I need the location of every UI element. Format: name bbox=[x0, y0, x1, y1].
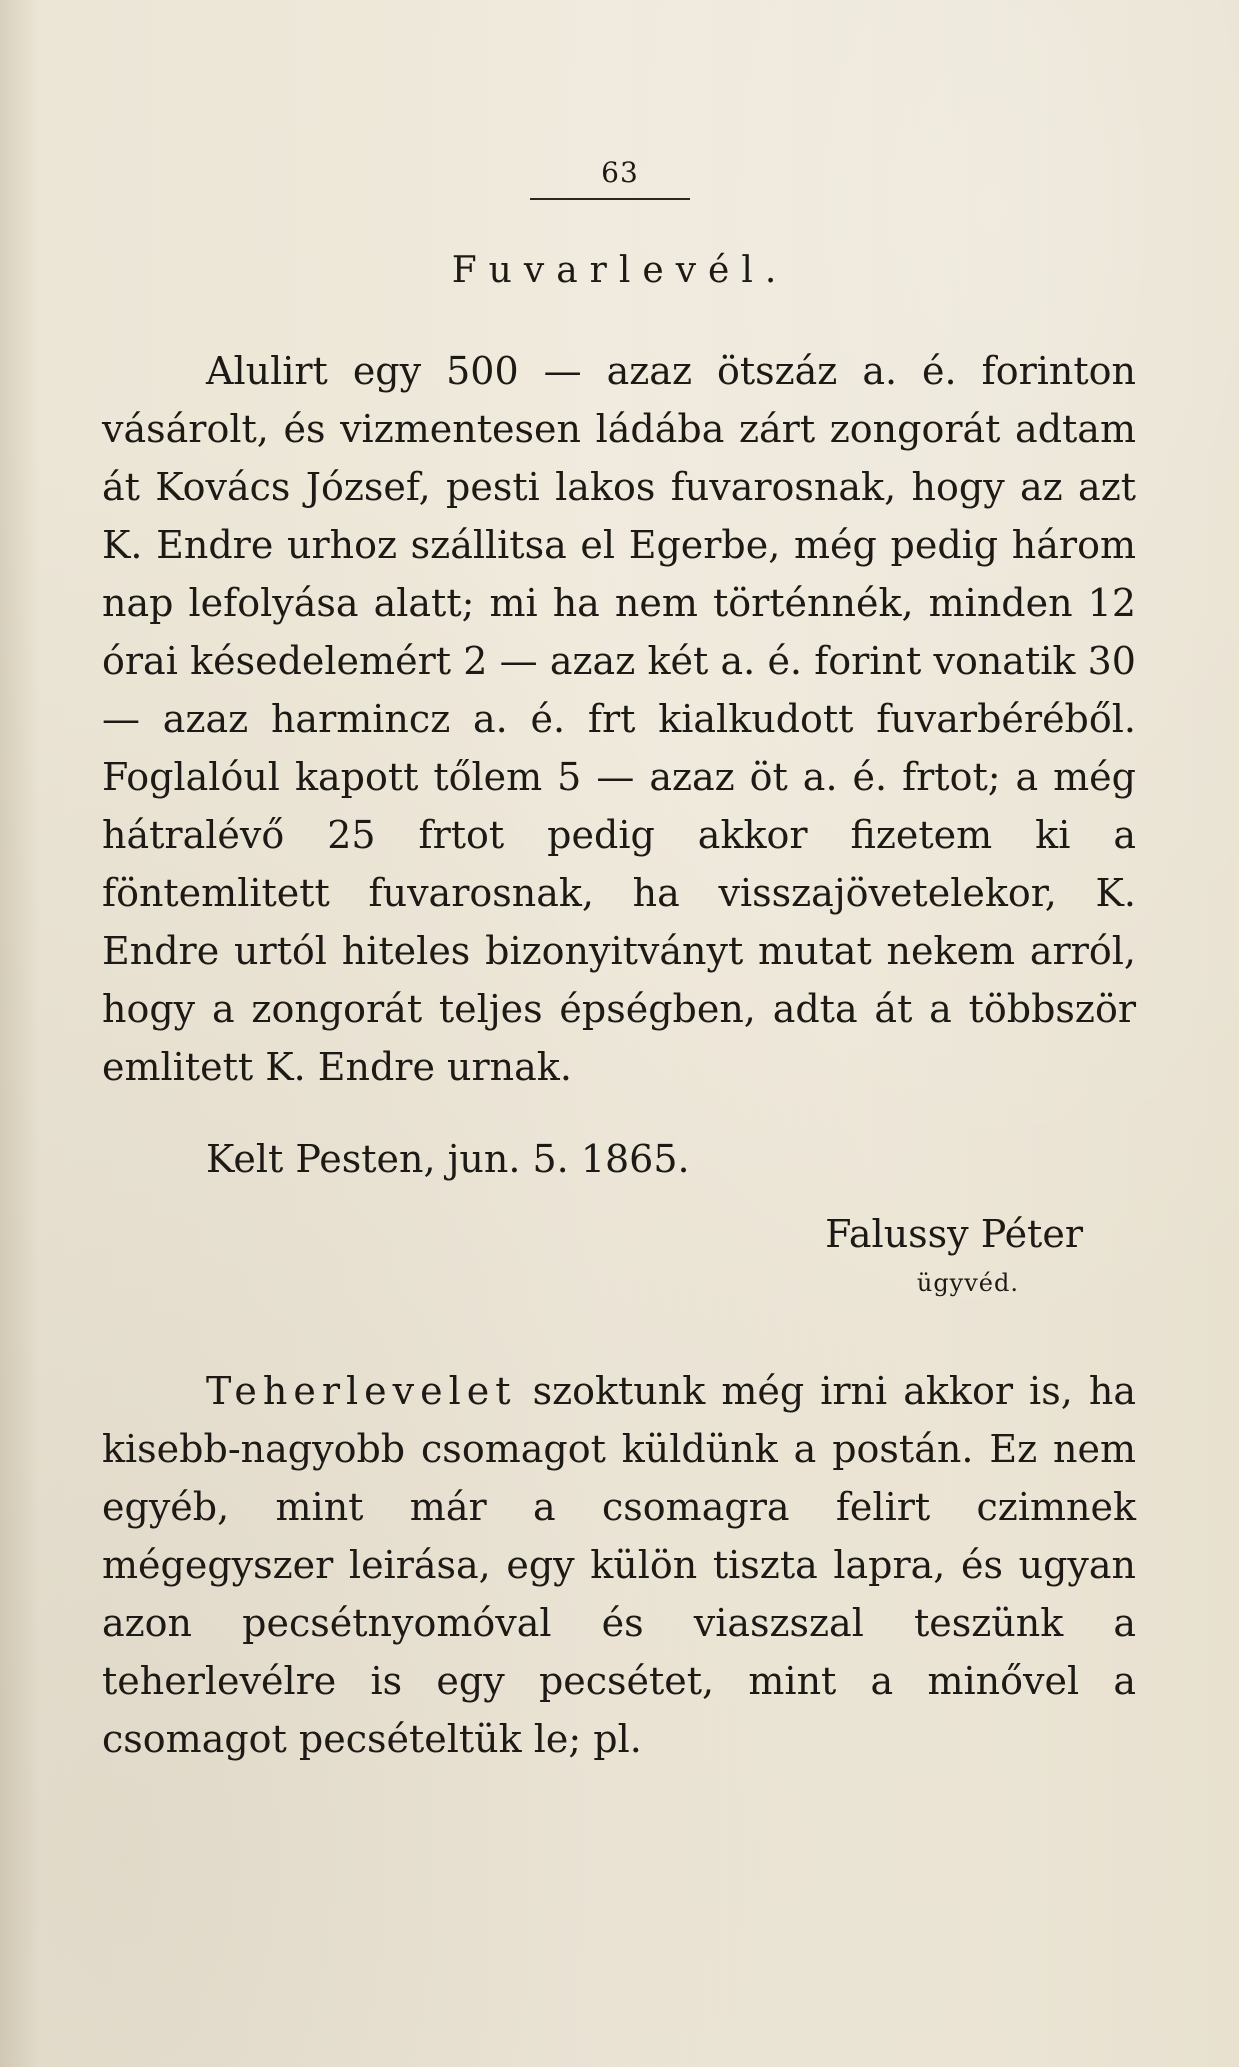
section-heading: Fuvarlevél. bbox=[451, 250, 789, 291]
page-number: 63 bbox=[601, 156, 639, 189]
page-number-rule bbox=[530, 198, 690, 200]
signature-title: ügyvéd. bbox=[916, 1269, 1019, 1297]
signature-name: Falussy Péter bbox=[825, 1212, 1083, 1256]
freight-letter-body: Alulirt egy 500 — azaz ötszáz a. é. forinton vásárolt, és vizmentesen ládába zárt zongorát adtam át Kovács József, pesti lakos fuvarosnak, hogy az azt K. Endre urhoz szállitsa el Egerbe, még pedig három nap lefolyása alatt; mi ha nem történnék, minden 12 órai késedelemért 2 — azaz két a. é. forint vonatik 30 — azaz harmincz a. é. frt kialkudott fuvarbéréből. Foglalóul kapott tőlem 5 — azaz öt a. é. frtot; a még hátralévő 25 frtot pedig akkor fizetem ki a föntemlitett fuvarosnak, ha visszajövetelekor, K. Endre urtól hiteles bizonyitványt mutat nekem arról, hogy a zongorát teljes épségben, adta át a többször emlitett K. Endre urnak. bbox=[102, 349, 1136, 1089]
teherlevel-text: szoktunk még irni akkor is, ha kisebb-nagyobb csomagot küldünk a postán. Ez nem egyéb, mint már a csomagra felirt czimnek mégegyszer leirása, egy külön tiszta lapra, és ugyan azon pecsétnyomóval és viaszszal teszünk a teherlevélre is egy pecsétet, mint a minővel a csomagot pecsételtük le; pl. bbox=[102, 1369, 1136, 1761]
teherlevel-paragraph bbox=[102, 1362, 1136, 1768]
teherlevel-term: Teherlevelet bbox=[206, 1369, 517, 1413]
place-date-line: Kelt Pesten, jun. 5. 1865. bbox=[206, 1137, 690, 1181]
